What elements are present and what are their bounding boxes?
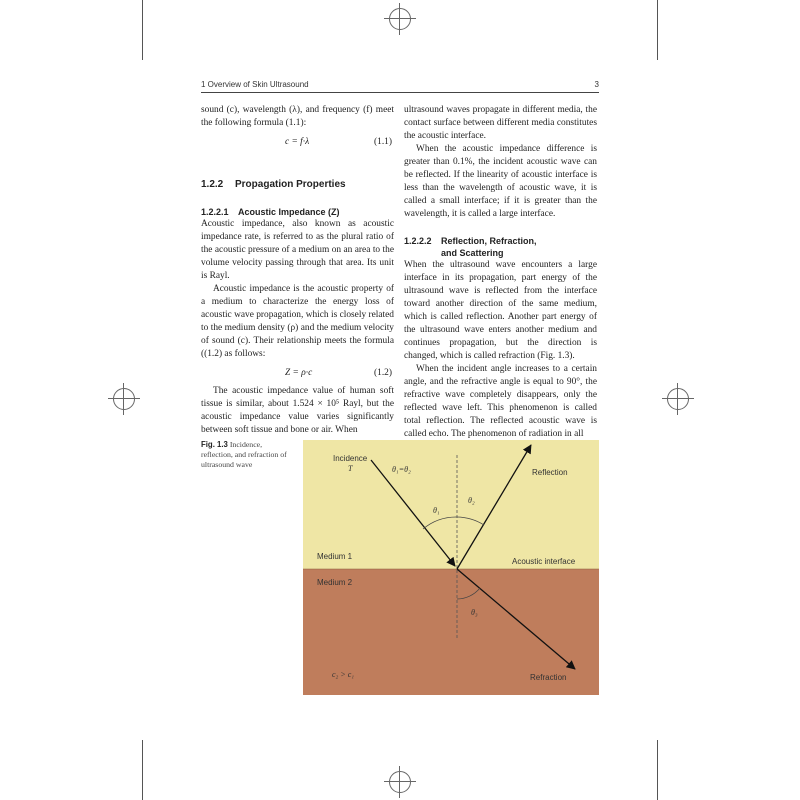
paragraph: Acoustic impedance, also known as acoustic impedance rate, is referred to as the plural ratio of the acoustic pressure of a medium on an area to the volume velocity passing through that area. Its unit is Rayl. [201,219,394,281]
theta3-label: θ₃ [471,608,478,617]
left-column [201,104,394,437]
subsection-heading [404,235,597,259]
reflection-refraction-diagram [303,440,599,695]
subsection-title-line-1: Reflection, Refraction, [441,236,537,246]
subsection-title-line-2: and Scattering [441,248,504,258]
subsection-title: Acoustic Impedance (Z) [238,207,340,217]
formula-number: (1.1) [374,137,392,147]
formula-number: (1.2) [374,368,392,378]
section-heading [201,178,394,192]
figure-diagram [303,440,599,695]
paragraph: ultrasound waves propagate in different media, the contact surface between different media constitutes the acoustic interface. [404,105,597,141]
section-number: 1.2.2 [201,179,224,190]
paragraph: When the ultrasound wave encounters a large interface in its propagation, part energy of the ultrasound wave is reflected from the interface toward another direction of the same medium, which is called reflection. Another part energy of the ultrasound wave enters another medium and continues propagation, but the direction is changed, which is called refraction (Fig. 1.3). [404,260,597,361]
registration-mark [389,771,411,793]
medium-2-label: Medium 2 [317,578,353,587]
speed-relation-label: c₂ > c₁ [332,670,355,679]
section-title: Propagation Properties [235,179,346,190]
formula-1-2 [201,363,394,383]
refraction-label: Refraction [530,673,567,682]
theta1-label: θ₁ [433,506,440,515]
acoustic-interface-label: Acoustic interface [512,557,576,566]
figure-label: Fig. 1.3 [201,440,228,449]
formula-expression: Z = ρ·c [285,368,313,378]
incidence-label: Incidence [333,454,368,463]
subsection-number: 1.2.2.2 [404,236,432,246]
formula-1-1 [201,132,394,152]
header-rule [201,92,599,93]
crop-mark [657,740,658,800]
page-number: 3 [594,80,599,89]
registration-mark [389,8,411,30]
crop-mark [142,740,143,800]
theta2-label: θ₂ [468,496,475,505]
paragraph: When the incident angle increases to a certain angle, and the refractive angle is equal to 90°, the refractive wave completely disappears, only the reflected wave left. This phenomenon is called total reflection. The reflected acoustic wave is called echo. The phenomenon of radiation in all [404,364,597,439]
paragraph: When the acoustic impedance difference is greater than 0.1%, the incident acoustic wave can be reflected. If the linearity of acoustic interface is less than the wavelength of acoustic wave, it is called a small interface; if it is greater than the wavelength, it is called a large interface. [404,144,597,219]
figure-caption-text: Incidence, reflection, and refraction of ultrasound wave [201,440,287,469]
figure-caption [201,440,291,470]
paragraph: The acoustic impedance value of human soft tissue is similar, about 1.524 × 10⁵ Rayl, but the acoustic impedance value varies significantly between soft tissue and bone or air. When [201,386,394,435]
intro-paragraph: sound (c), wavelength (λ), and frequency (f) meet the following formula (1.1): [201,105,394,128]
reflection-label: Reflection [532,468,568,477]
paragraph: Acoustic impedance is the acoustic property of a medium to characterize the energy loss of acoustic wave propagation, which is closely related to the medium density (ρ) and the medium velocity of sound (c). Their relationship meets the formula ((1.2) as follows: [201,284,394,359]
chapter-title: 1 Overview of Skin Ultrasound [201,80,309,89]
subsection-number: 1.2.2.1 [201,207,229,217]
right-column [404,104,597,441]
subsection-heading [201,206,394,218]
theta-equality-label: θ₁=θ₂ [392,465,411,474]
crop-mark [657,0,658,60]
registration-mark [113,388,135,410]
registration-mark [667,388,689,410]
formula-expression: c = f·λ [285,137,310,147]
incidence-symbol: T [348,464,353,473]
crop-mark [142,0,143,60]
medium-1-label: Medium 1 [317,552,353,561]
running-header [201,80,599,90]
